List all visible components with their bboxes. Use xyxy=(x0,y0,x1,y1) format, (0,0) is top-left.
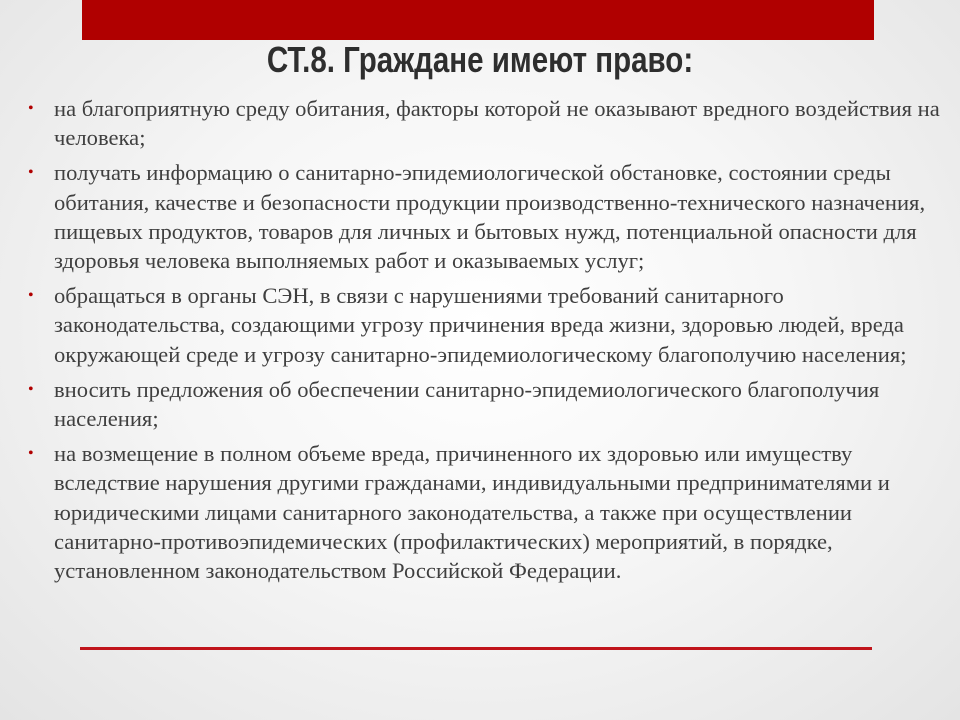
bullet-text: на возмещение в полном объеме вреда, причиненного их здоровью или имуществу вследствие нарушения другими гражданами, индивидуальными предпринимателями и юридическими лицами санитарного законодательства, а также при осуществлении санитарно-противоэпидемических (профилактических) мероприятий, в порядке, установленном законодательством Российской Федерации. xyxy=(54,441,890,584)
bullet-text: на благоприятную среду обитания, факторы которой не оказывают вредного воздействия на человека; xyxy=(54,96,940,151)
bullet-text: обращаться в органы СЭН, в связи с нарушениями требований санитарного законодательства, создающими угрозу причинения вреда жизни, здоровью людей, вреда окружающей среде и угрозу санитарно-эпидемиологическому благополучию населения; xyxy=(54,283,907,367)
bullet-icon: • xyxy=(28,445,34,463)
slide-title: СТ.8. Граждане имеют право: xyxy=(266,39,694,80)
list-item xyxy=(28,375,953,433)
bullet-icon: • xyxy=(28,100,34,117)
list-item xyxy=(28,439,953,585)
bullet-text: вносить предложения об обеспечении санитарно-эпидемиологического благополучия населения; xyxy=(54,376,880,432)
decorative-underline xyxy=(80,647,872,650)
list-item xyxy=(28,94,953,152)
list-item xyxy=(28,158,953,275)
list-item xyxy=(28,281,953,369)
bullet-list xyxy=(28,94,953,591)
bullet-icon: • xyxy=(28,380,34,398)
bullet-icon: • xyxy=(28,287,34,305)
bullet-text: получать информацию о санитарно-эпидемиологической обстановке, состоянии среды обитания, качестве и безопасности продукции производственно-технического назначения, пищевых продуктов, товаров для личных и бытовых нужд, потенциальной опасности для здоровья человека выполняемых работ и оказываемых услуг; xyxy=(54,160,926,274)
bullet-icon: • xyxy=(28,164,34,182)
top-accent-bar xyxy=(82,0,874,40)
